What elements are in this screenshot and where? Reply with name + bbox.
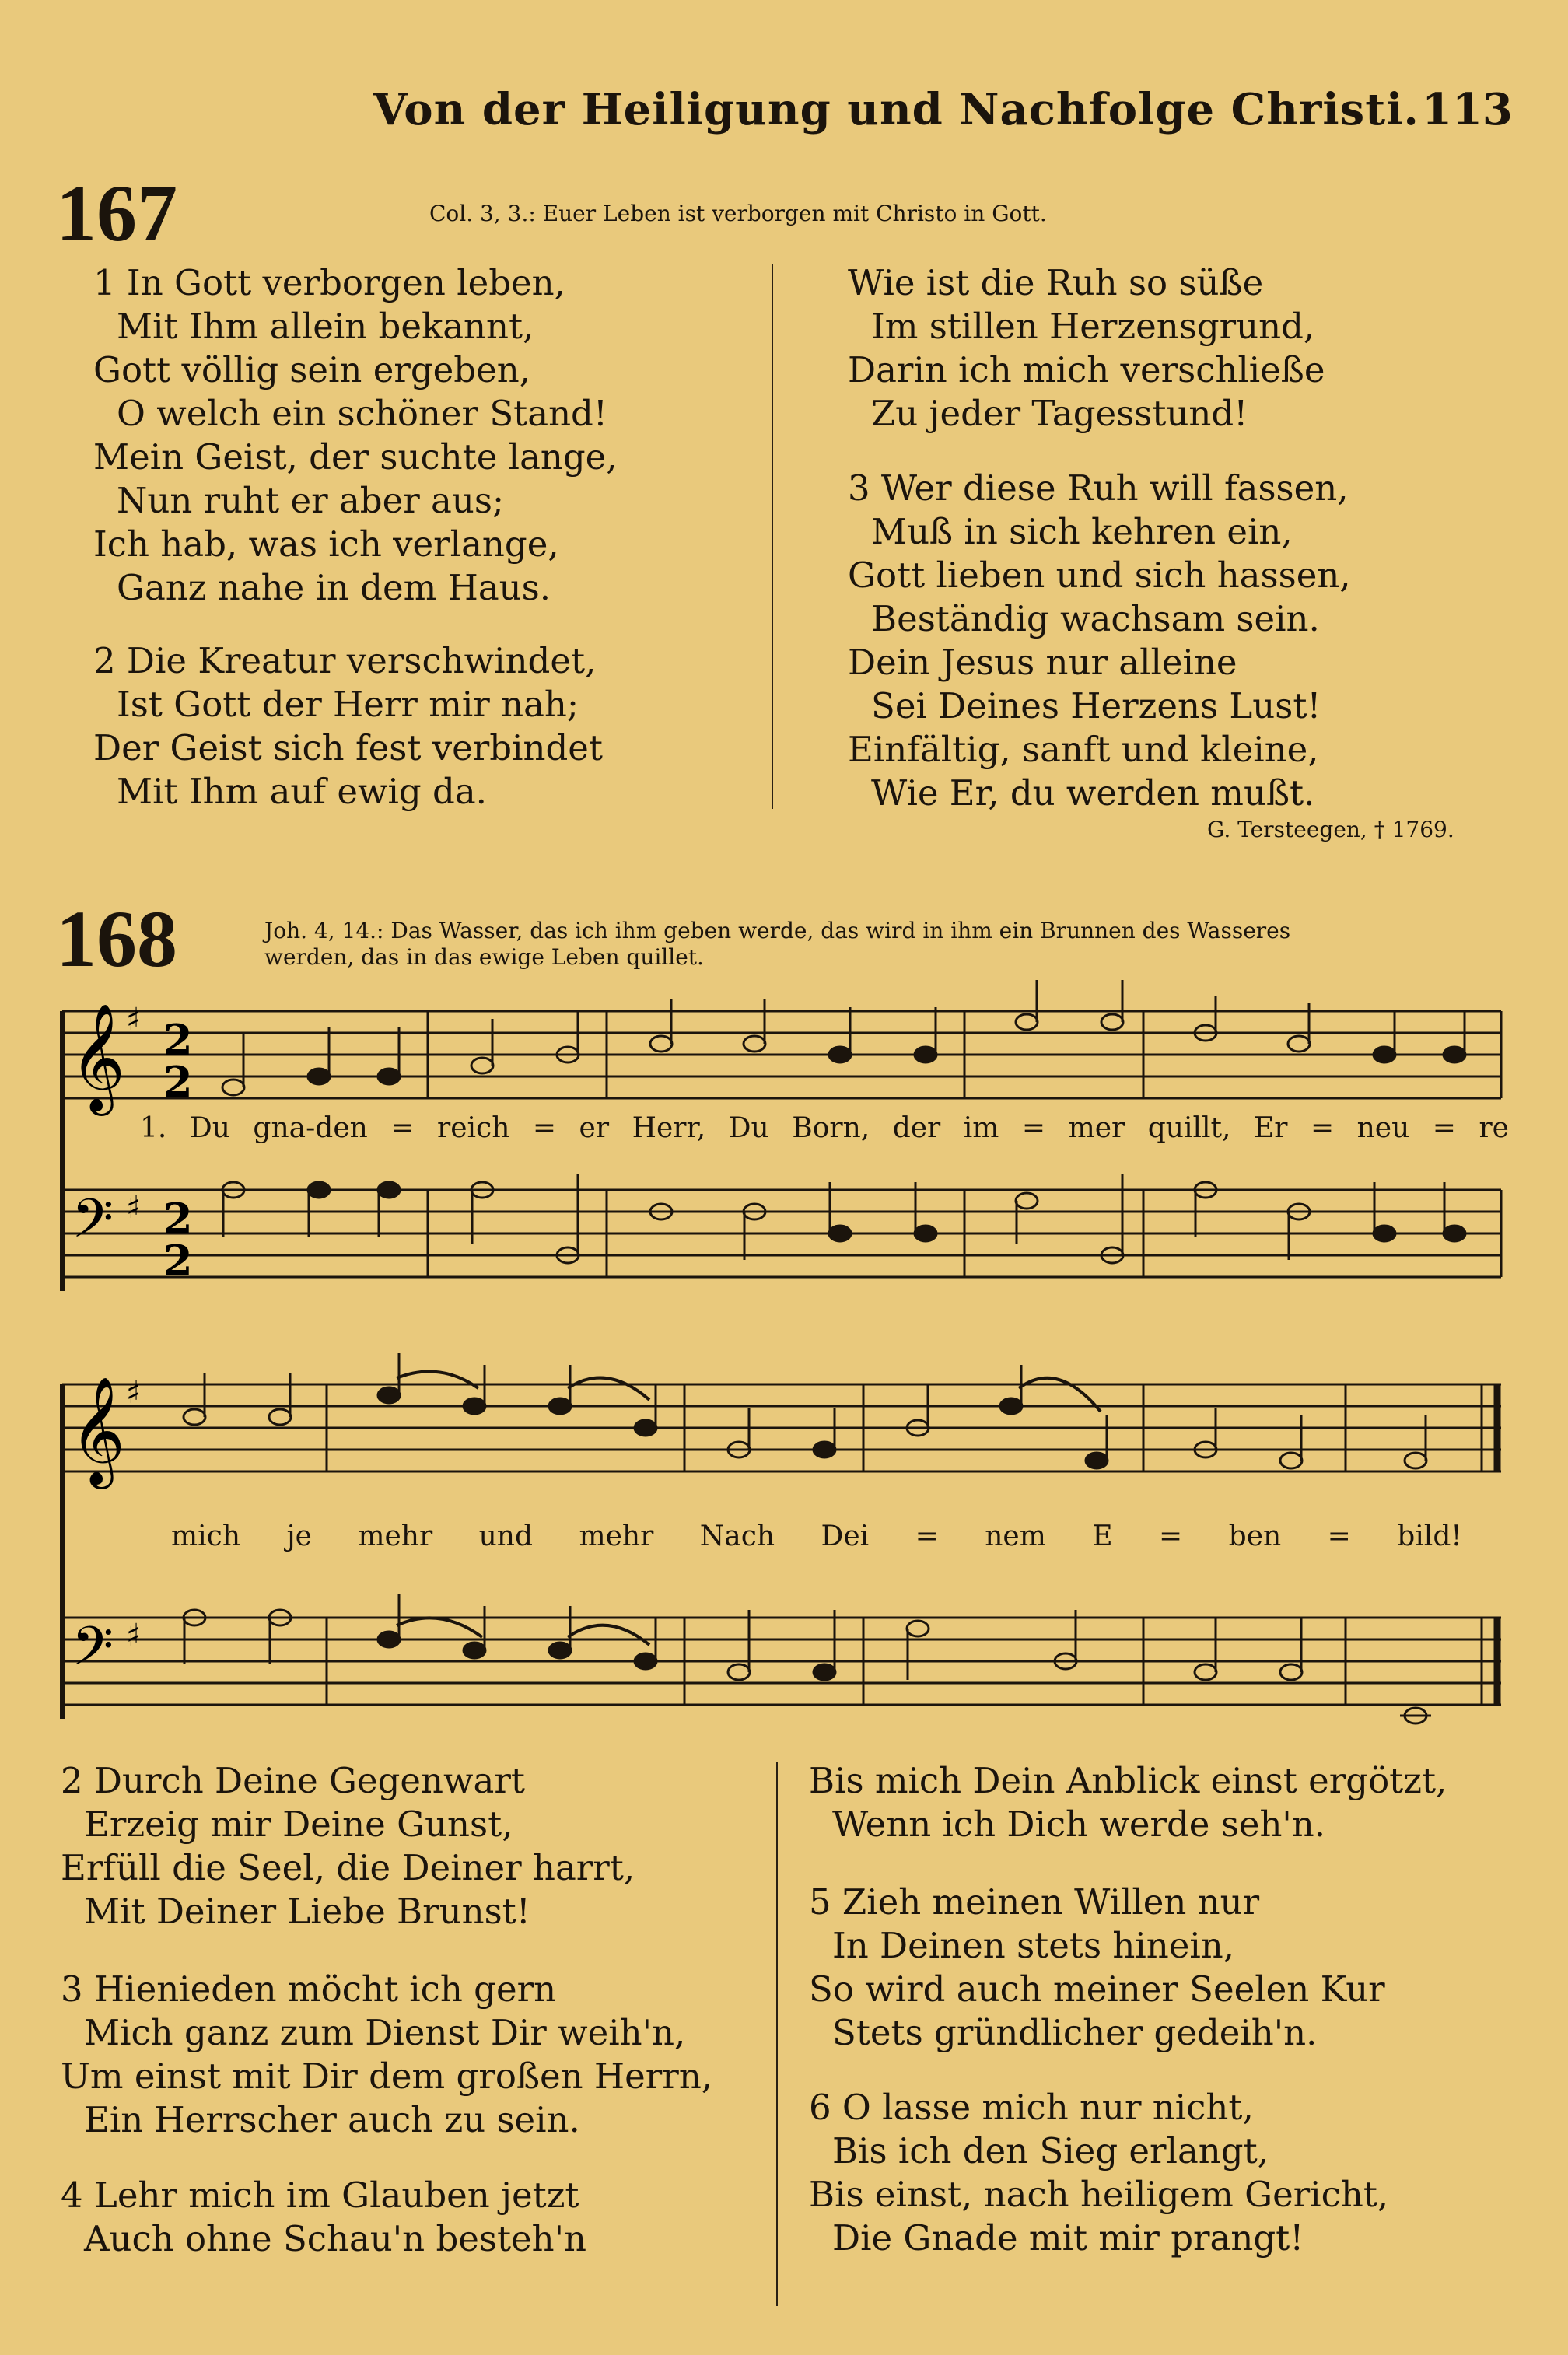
verse-line: Gott lieben und sich hassen, xyxy=(848,555,1351,596)
lyric-syllable: 1. xyxy=(140,1112,167,1144)
verse-line: Dein Jesus nur alleine xyxy=(848,642,1237,683)
verse-line: Bis ich den Sieg erlangt, xyxy=(832,2130,1269,2171)
epigraph-167: Col. 3, 3.: Euer Leben ist verborgen mit Christo in Gott. xyxy=(429,201,1047,226)
verse-line: Beständig wachsam sein. xyxy=(871,598,1320,639)
svg-text:2: 2 xyxy=(163,1194,193,1244)
verse-line: Erzeig mir Deine Gunst, xyxy=(84,1804,513,1845)
page-number: 113 xyxy=(1422,84,1513,135)
verse-line: Mein Geist, der suchte lange, xyxy=(93,436,618,478)
treble-staff-system-2 xyxy=(54,1369,1509,1493)
verse-line: Mich ganz zum Dienst Dir weih'n, xyxy=(84,2012,686,2053)
bass-staff-system-1 xyxy=(54,1174,1509,1299)
bass-staff-system-2 xyxy=(54,1602,1509,1727)
svg-text:2: 2 xyxy=(163,1015,193,1065)
lyric-syllable: Er xyxy=(1253,1112,1288,1144)
verse-line: Im stillen Herzensgrund, xyxy=(871,306,1315,347)
verse-line: 3 Hienieden möcht ich gern xyxy=(61,1968,557,2010)
verse-line: 4 Lehr mich im Glauben jetzt xyxy=(61,2175,579,2216)
running-title: Von der Heiligung und Nachfolge Christi. xyxy=(373,84,1419,135)
lyric-syllable: er xyxy=(579,1112,610,1144)
verse-line: 2 Durch Deine Gegenwart xyxy=(61,1760,525,1801)
verse-line: So wird auch meiner Seelen Kur xyxy=(809,1968,1385,2010)
verse-line: Der Geist sich fest verbindet xyxy=(93,727,603,768)
lyric-syllable: Herr, xyxy=(632,1112,706,1144)
lyric-syllable: Du xyxy=(728,1112,769,1144)
verse-line: Die Gnade mit mir prangt! xyxy=(832,2217,1304,2259)
verse-line: Erfüll die Seel, die Deiner harrt, xyxy=(61,1847,635,1888)
lyric-syllable: E xyxy=(1092,1520,1113,1552)
lyric-syllable: mehr xyxy=(579,1520,654,1552)
svg-text:𝄢: 𝄢 xyxy=(72,1615,114,1691)
verse-line: Gott völlig sein ergeben, xyxy=(93,349,531,390)
verse-line: Bis einst, nach heiligem Gericht, xyxy=(809,2174,1389,2215)
verse-line: Ein Herrscher auch zu sein. xyxy=(84,2099,580,2140)
verse-line: O welch ein schöner Stand! xyxy=(117,393,607,434)
lyric-syllable: = xyxy=(1021,1112,1046,1144)
verse-line: Mit Ihm allein bekannt, xyxy=(117,306,534,347)
lyric-syllable: gna-den xyxy=(253,1112,368,1144)
verse-line: Ich hab, was ich verlange, xyxy=(93,523,559,565)
treble-staff-system-1 xyxy=(54,996,1509,1120)
lyric-syllable: im xyxy=(963,1112,999,1144)
lyric-syllable: re xyxy=(1479,1112,1509,1144)
svg-text:𝄞: 𝄞 xyxy=(70,1377,125,1485)
lyric-syllable: = xyxy=(1432,1112,1456,1144)
column-divider xyxy=(772,264,773,809)
svg-text:𝄢: 𝄢 xyxy=(72,1187,114,1263)
column-divider xyxy=(776,1762,778,2306)
verse-line: Ganz nahe in dem Haus. xyxy=(117,567,551,608)
verse-line: 5 Zieh meinen Willen nur xyxy=(809,1881,1260,1923)
verse-line: 6 O lasse mich nur nicht, xyxy=(809,2087,1254,2128)
lyric-syllable: bild! xyxy=(1397,1520,1462,1552)
verse-line: Darin ich mich verschließe xyxy=(848,349,1325,390)
verse-line: Mit Deiner Liebe Brunst! xyxy=(84,1891,530,1932)
lyric-syllable: ben xyxy=(1228,1520,1282,1552)
author-167: G. Tersteegen, † 1769. xyxy=(1207,817,1454,842)
verse-line: Ist Gott der Herr mir nah; xyxy=(117,684,579,725)
svg-text:2: 2 xyxy=(163,1236,193,1286)
verse-line: Wenn ich Dich werde seh'n. xyxy=(832,1804,1326,1845)
hymn-number-168: 168 xyxy=(56,894,177,984)
svg-text:♯: ♯ xyxy=(126,1618,142,1653)
lyric-syllable: = xyxy=(1310,1112,1335,1144)
verse-line: Um einst mit Dir dem großen Herrn, xyxy=(61,2056,713,2097)
hymn-number-167: 167 xyxy=(56,169,177,258)
lyrics-system-1 xyxy=(140,1112,1509,1144)
lyric-syllable: mich xyxy=(171,1520,240,1552)
verse-line: Bis mich Dein Anblick einst ergötzt, xyxy=(809,1760,1447,1801)
verse-line: 1 In Gott verborgen leben, xyxy=(93,262,565,303)
verse-line: 3 Wer diese Ruh will fassen, xyxy=(848,467,1349,509)
lyric-syllable: = xyxy=(390,1112,415,1144)
stanza-167-2 xyxy=(93,639,603,814)
stanza-168-5 xyxy=(809,1881,1385,2055)
stanza-167-2-continued xyxy=(848,261,1325,436)
lyric-syllable: nem xyxy=(985,1520,1046,1552)
verse-line: Auch ohne Schau'n besteh'n xyxy=(84,2218,587,2259)
svg-text:𝄞: 𝄞 xyxy=(70,1003,125,1111)
lyric-syllable: je xyxy=(286,1520,312,1552)
verse-line: Mit Ihm auf ewig da. xyxy=(117,771,487,812)
stanza-167-3 xyxy=(848,467,1351,815)
lyric-syllable: quillt, xyxy=(1147,1112,1231,1144)
verse-line: Stets gründlicher gedeih'n. xyxy=(832,2012,1318,2053)
stanza-167-1 xyxy=(93,261,618,610)
svg-text:2: 2 xyxy=(163,1057,193,1107)
lyric-syllable: Du xyxy=(189,1112,230,1144)
stanza-168-6 xyxy=(809,2086,1388,2260)
lyric-syllable: = xyxy=(1327,1520,1351,1552)
verse-line: Nun ruht er aber aus; xyxy=(117,480,505,521)
lyric-syllable: der xyxy=(892,1112,941,1144)
verse-line: Einfältig, sanft und kleine, xyxy=(848,729,1319,770)
lyrics-system-2 xyxy=(171,1520,1462,1552)
stanza-168-2 xyxy=(61,1759,635,1933)
epigraph-168-line1: Joh. 4, 14.: Das Wasser, das ich ihm geben werde, das wird in ihm ein Brunnen des Wasseres xyxy=(264,918,1291,943)
lyric-syllable: mehr xyxy=(358,1520,433,1552)
verse-line: Zu jeder Tagesstund! xyxy=(871,393,1248,434)
lyric-syllable: neu xyxy=(1356,1112,1410,1144)
verse-line: 2 Die Kreatur verschwindet, xyxy=(93,640,597,681)
svg-text:♯: ♯ xyxy=(126,1002,142,1038)
stanza-168-4 xyxy=(61,2174,586,2261)
lyric-syllable: mer xyxy=(1068,1112,1125,1144)
lyric-syllable: Nach xyxy=(699,1520,775,1552)
verse-line: Wie Er, du werden mußt. xyxy=(871,772,1315,814)
stanza-168-4-continued xyxy=(809,1759,1447,1846)
epigraph-168-line2: werden, das in das ewige Leben quillet. xyxy=(264,944,704,970)
verse-line: Muß in sich kehren ein, xyxy=(871,511,1293,552)
lyric-syllable: reich xyxy=(437,1112,510,1144)
lyric-syllable: und xyxy=(478,1520,534,1552)
lyric-syllable: Born, xyxy=(792,1112,870,1144)
lyric-syllable: = xyxy=(915,1520,939,1552)
svg-text:♯: ♯ xyxy=(126,1190,142,1226)
verse-line: In Deinen stets hinein, xyxy=(832,1925,1235,1966)
stanza-168-3 xyxy=(61,1968,712,2142)
verse-line: Wie ist die Ruh so süße xyxy=(848,262,1264,303)
svg-text:♯: ♯ xyxy=(126,1375,142,1411)
lyric-syllable: Dei xyxy=(821,1520,870,1552)
lyric-syllable: = xyxy=(1159,1520,1183,1552)
verse-line: Sei Deines Herzens Lust! xyxy=(871,685,1321,726)
lyric-syllable: = xyxy=(532,1112,557,1144)
